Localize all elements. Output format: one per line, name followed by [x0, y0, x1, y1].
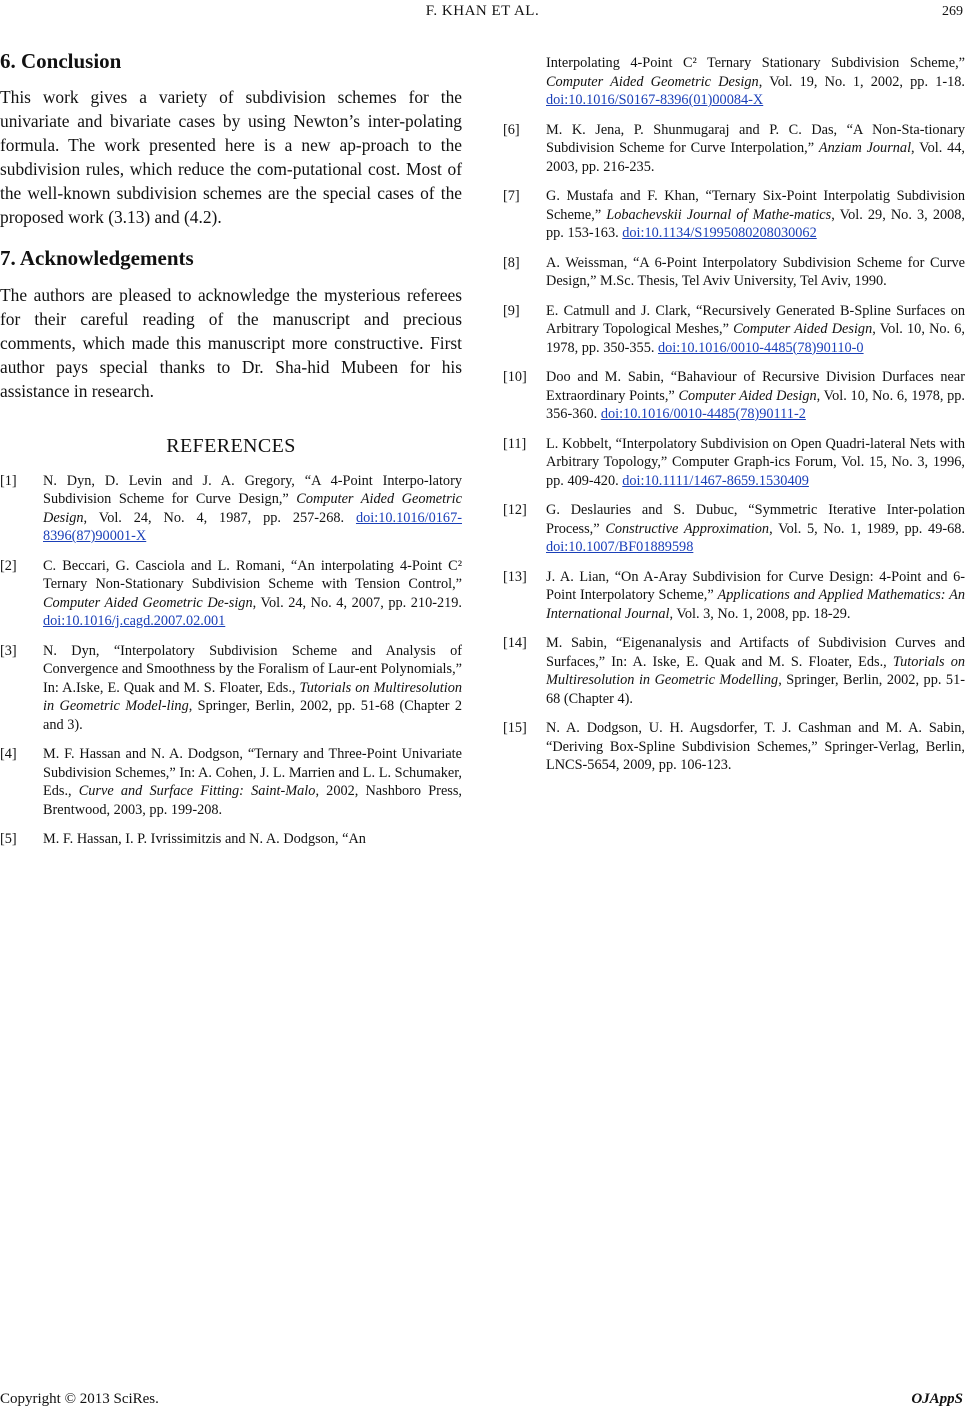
page-number: 269	[942, 4, 963, 19]
reference-entry	[503, 121, 965, 177]
reference-details: , Vol. 29, No. 3, 2008, pp. 153-163.	[546, 206, 965, 241]
reference-text: N. Dyn, “Interpolatory Subdivision Scheme and Analysis of Convergence and Smoothness by the Foralism of Laur-ent Polynomials,” In: A.Iske, E. Quak and M. S. Floater, Eds.,	[43, 642, 462, 696]
reference-text: M. K. Jena, P. Shunmugaraj and P. C. Das, “A Non-Sta-tionary Subdivision Scheme for Curve Interpolation,”	[546, 121, 965, 156]
reference-venue: Tutorials on Multiresolution in Geometric Model-ling	[43, 679, 462, 715]
running-header-author: F. KHAN ET AL.	[425, 3, 540, 19]
reference-text: Doo and M. Sabin, “Bahaviour of Recursive Division Durfaces near Extraordinary Points,”	[546, 369, 965, 404]
reference-number: [3]	[0, 642, 17, 659]
reference-venue: Computer Aided Design	[733, 321, 873, 337]
acknowledgements-text: The authors are pleased to acknowledge the mysterious referees for their careful reading of the manuscript and precious comments, which made this manuscript more constructive. First author pays special thanks to Dr. Sha-hid Mubeen for his assistance in research.	[0, 284, 462, 401]
reference-entry	[0, 642, 462, 735]
reference-text: G. Deslauries and S. Dubuc, “Symmetric Iterative Inter-polation Process,”	[546, 502, 965, 537]
reference-venue: Applications and Applied Mathematics: An International Journal	[546, 587, 965, 622]
reference-doi-link[interactable]: doi:10.1016/0010-4485(78)90111-2	[600, 406, 806, 422]
reference-entry	[503, 368, 965, 424]
conclusion-heading: 6. Conclusion	[0, 49, 122, 73]
references-list-right	[503, 54, 965, 775]
reference-entry	[0, 557, 462, 631]
reference-entry	[503, 54, 965, 110]
acknowledgements-heading: 7. Acknowledgements	[0, 246, 194, 271]
references-title: REFERENCES	[166, 434, 296, 457]
reference-number: [4]	[0, 746, 17, 763]
reference-entry	[503, 719, 965, 775]
reference-text: C. Beccari, G. Casciola and L. Romani, “An interpolating 4-Point C² Ternary Non-Stationary Subdivision Scheme with Tension Control,”	[43, 557, 462, 593]
reference-entry	[503, 302, 965, 358]
reference-text: J. A. Lian, “On A-Aray Subdivision for Curve Design: 4-Point and 6-Point Interpolatory Scheme,”	[546, 568, 965, 603]
reference-doi-link[interactable]: doi:10.1016/0010-4485(78)90110-0	[658, 339, 864, 356]
references-list-left	[0, 472, 462, 849]
reference-doi-link[interactable]: doi:10.1007/BF01889598	[546, 539, 694, 555]
reference-details: , Vol. 24, No. 4, 1987, pp. 257-268.	[83, 509, 356, 526]
reference-venue: Computer Aided Geometric Design	[43, 491, 462, 526]
reference-details: , Vol. 3, No. 1, 2008, pp. 18-29.	[669, 605, 851, 622]
reference-number: [10]	[503, 369, 527, 385]
reference-details: , Vol. 10, No. 6, 1978, pp. 356-360.	[546, 387, 965, 422]
reference-entry	[503, 254, 965, 291]
journal-abbrev: OJAppS	[911, 1391, 963, 1407]
reference-entry	[503, 634, 965, 708]
running-header	[0, 0, 965, 30]
copyright-notice: Copyright © 2013 SciRes.	[0, 1391, 159, 1407]
reference-details: , Vol. 19, No. 1, 2002, pp. 1-18.	[758, 73, 965, 90]
reference-text: N. Dyn, D. Levin and J. A. Gregory, “A 4-Point Interpo-latory Subdivision Scheme for Curve Design,”	[43, 472, 462, 508]
reference-text: M. F. Hassan, I. P. Ivrissimitzis and N. A. Dodgson, “An	[43, 831, 366, 848]
reference-number: [1]	[0, 472, 17, 489]
reference-venue: Lobachevskii Journal of Mathe-matics	[606, 206, 832, 223]
reference-text: E. Catmull and J. Clark, “Recursively Generated B-Spline Surfaces on Arbitrary Topological Meshes,”	[546, 302, 965, 337]
reference-doi-link[interactable]: doi:10.1016/j.cagd.2007.02.001	[43, 613, 226, 630]
reference-text: N. A. Dodgson, U. H. Augsdorfer, T. J. Cashman and M. A. Sabin, “Deriving Box-Spline Subdivision Schemes,” Springer-Verlag, Berlin, LNCS-5654, 2009, pp. 106-123.	[546, 720, 965, 773]
reference-entry	[0, 472, 462, 546]
reference-text: L. Kobbelt, “Interpolatory Subdivision on Open Quadri-lateral Nets with Arbitrary Topology,” Computer Graph-ics Forum, Vol. 15, No. 3, 1996, pp. 409-420.	[546, 435, 965, 489]
conclusion-text: This work gives a variety of subdivision schemes for the univariate and bivariate cases by using Newton’s inter-polating formula. The work presented here is a new ap-proach to the subdivision rules, which reduce the com-putational cost. Most of the well-known subdivision schemes are the special cases of the proposed work (3.13) and (4.2).	[0, 87, 462, 228]
reference-doi-link[interactable]: doi:10.1134/S1995080208030062	[622, 225, 817, 241]
reference-number: [13]	[503, 568, 527, 585]
reference-doi-link[interactable]: doi:10.1016/S0167-8396(01)00084-X	[546, 92, 764, 108]
right-column	[503, 54, 965, 786]
reference-details: , 2002, Nashboro Press, Brentwood, 2003, pp. 199-208.	[43, 783, 462, 818]
reference-entry	[0, 745, 462, 819]
reference-number: [2]	[0, 557, 17, 574]
reference-venue: Computer Aided Geometric Design	[546, 73, 759, 90]
reference-details: , Vol. 24, No. 4, 2007, pp. 210-219.	[252, 594, 463, 611]
reference-details: , Vol. 44, 2003, pp. 216-235.	[546, 140, 965, 175]
reference-number: [5]	[0, 831, 17, 848]
reference-number: [14]	[503, 635, 527, 651]
reference-details: , Vol. 10, No. 6, 1978, pp. 350-355.	[546, 321, 965, 356]
reference-venue: Tutorials on Multiresolution in Geometric Modelling	[546, 653, 965, 688]
reference-number: [8]	[503, 254, 520, 271]
reference-entry	[503, 501, 965, 557]
reference-text: M. Sabin, “Eigenanalysis and Artifacts of Subdivision Curves and Surfaces,” In: A. Iske, E. Quak and M. S. Floater, Eds.,	[546, 635, 965, 670]
reference-venue: Anziam Journal	[818, 140, 912, 156]
reference-venue: Computer Aided Design	[678, 387, 817, 404]
reference-details: , Vol. 5, No. 1, 1989, pp. 49-68.	[769, 520, 965, 537]
reference-number: [6]	[503, 121, 520, 138]
left-column	[0, 48, 462, 860]
reference-entry	[503, 187, 965, 243]
reference-number: [9]	[503, 302, 520, 319]
reference-number: [7]	[503, 188, 520, 204]
reference-venue: Curve and Surface Fitting: Saint-Malo	[78, 783, 316, 800]
reference-number: [12]	[503, 502, 527, 518]
reference-text: A. Weissman, “A 6-Point Interpolatory Subdivision Scheme for Curve Design,” M.Sc. Thesis, Tel Aviv University, Tel Aviv, 1990.	[546, 254, 965, 289]
reference-doi-link[interactable]: doi:10.1111/1467-8659.1530409	[622, 472, 809, 489]
reference-details: , Springer, Berlin, 2002, pp. 51-68 (Chapter 2 and 3).	[43, 698, 463, 733]
reference-venue: Computer Aided Geometric De-sign	[43, 594, 253, 611]
reference-details: , Springer, Berlin, 2002, pp. 51-68 (Chapter 4).	[546, 672, 965, 707]
reference-entry	[0, 830, 462, 849]
reference-text: M. F. Hassan and N. A. Dodgson, “Ternary and Three-Point Univariate Subdivision Schemes,” In: A. Cohen, J. L. Marrien and L. L. Schumaker, Eds.,	[43, 746, 462, 800]
reference-venue: Constructive Approximation	[605, 520, 770, 537]
reference-entry	[503, 435, 965, 491]
reference-doi-link[interactable]: doi:10.1016/0167-8396(87)90001-X	[43, 509, 462, 545]
reference-entry	[503, 568, 965, 624]
reference-text: Interpolating 4-Point C² Ternary Stationary Subdivision Scheme,”	[546, 55, 965, 71]
reference-number: [15]	[503, 720, 527, 736]
reference-number: [11]	[503, 435, 527, 452]
reference-text: G. Mustafa and F. Khan, “Ternary Six-Point Interpolatig Subdivision Scheme,”	[546, 188, 965, 223]
